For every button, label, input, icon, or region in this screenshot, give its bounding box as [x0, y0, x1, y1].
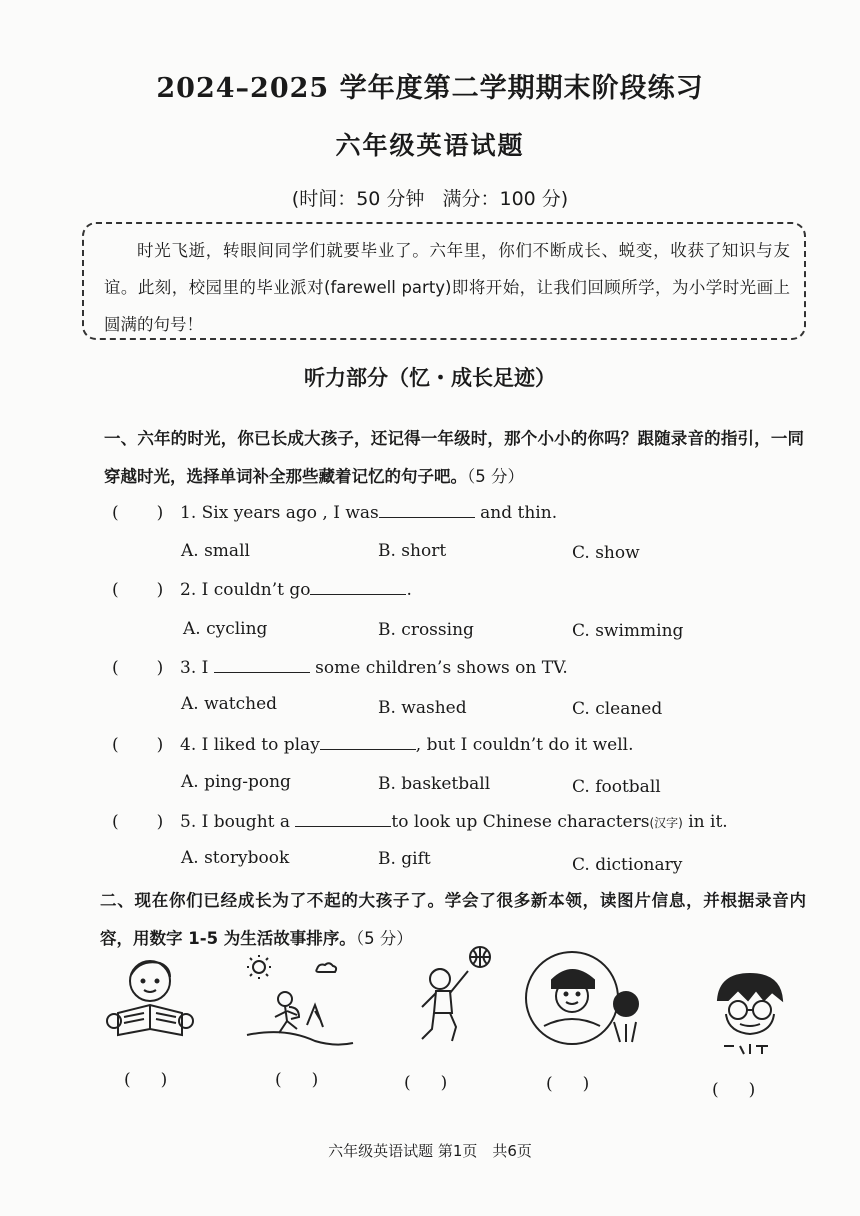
answer-paren[interactable]: ( )	[112, 658, 164, 678]
question-5-hint: (汉字)	[649, 816, 683, 830]
option-2c[interactable]: C. swimming	[572, 621, 684, 641]
section1-score: （5 分）	[467, 467, 524, 486]
exam-full-score: 满分：100 分)	[442, 188, 569, 210]
option-2b[interactable]: B. crossing	[378, 620, 474, 640]
answer-paren[interactable]: ( )	[112, 503, 164, 523]
question-2-pre: 2. I couldn’t go	[180, 580, 311, 600]
exam-time: (时间：50 分钟	[291, 188, 425, 210]
question-1-pre: 1. Six years ago , I was	[180, 503, 379, 523]
question-2	[112, 580, 812, 600]
question-2-post: .	[406, 580, 412, 600]
answer-blank[interactable]	[320, 735, 416, 750]
section2-score: （5 分）	[355, 929, 413, 948]
question-5-pre: 5. I bought a	[180, 812, 296, 832]
option-4b[interactable]: B. basketball	[378, 774, 491, 794]
question-1	[112, 503, 812, 523]
hiking-boy-icon	[245, 955, 355, 1050]
page-title: 2024–2025 学年度第二学期期末阶段练习	[156, 73, 704, 104]
option-1b[interactable]: B. short	[378, 541, 447, 561]
question-4-post: , but I couldn’t do it well.	[415, 735, 634, 755]
reading-boy-icon	[100, 955, 200, 1045]
answer-blank[interactable]	[310, 580, 406, 595]
question-1-post: and thin.	[474, 503, 558, 523]
option-3b[interactable]: B. washed	[378, 698, 467, 718]
picture-5-answer-paren[interactable]: ( )	[712, 1080, 756, 1100]
picture-1-answer-paren[interactable]: ( )	[124, 1070, 168, 1090]
answer-paren[interactable]: ( )	[112, 735, 164, 755]
basketball-boy-icon	[410, 945, 500, 1050]
section2-instruction-text: 二、现在你们已经成长为了不起的大孩子了。学会了很多新本领，读图片信息，并根据录音内容，用数字 1-5 为生活故事排序。	[100, 891, 806, 948]
answer-blank[interactable]	[295, 812, 391, 827]
option-5a[interactable]: A. storybook	[181, 848, 290, 868]
answer-paren[interactable]: ( )	[112, 580, 164, 600]
intro-box	[82, 222, 806, 340]
option-3a[interactable]: A. watched	[181, 694, 278, 714]
question-3	[112, 658, 812, 678]
picture-3-answer-paren[interactable]: ( )	[404, 1073, 448, 1093]
question-4-pre: 4. I liked to play	[180, 735, 320, 755]
listening-heading: 听力部分（忆・成长足迹）	[304, 366, 556, 390]
question-3-pre: 3. I	[180, 658, 214, 678]
question-4	[112, 735, 812, 755]
section1-instruction	[104, 420, 804, 496]
answer-blank[interactable]	[379, 503, 475, 518]
page-subtitle: 六年级英语试题	[335, 131, 525, 160]
question-5-end: in it.	[682, 812, 728, 832]
option-5b[interactable]: B. gift	[378, 849, 431, 869]
picture-2-answer-paren[interactable]: ( )	[275, 1070, 319, 1090]
friends-photo-icon	[522, 950, 652, 1050]
question-3-post: some children’s shows on TV.	[309, 658, 568, 678]
answer-blank[interactable]	[214, 658, 310, 673]
question-5-post: to look up Chinese characters	[391, 812, 650, 832]
exam-info	[0, 184, 860, 211]
option-4a[interactable]: A. ping-pong	[181, 772, 291, 792]
option-4c[interactable]: C. football	[572, 777, 661, 797]
boy-with-glasses-icon	[710, 970, 790, 1060]
option-1a[interactable]: A. small	[181, 541, 250, 561]
intro-text: 时光飞逝，转眼间同学们就要毕业了。六年里，你们不断成长、蜕变，收获了知识与友谊。此刻，校园里的毕业派对(farewell party)即将开始，让我们回顾所学，为小学时光画上圆满的句号！	[104, 241, 790, 334]
picture-4-answer-paren[interactable]: ( )	[546, 1074, 590, 1094]
answer-paren[interactable]: ( )	[112, 812, 164, 832]
option-2a[interactable]: A. cycling	[183, 619, 268, 639]
question-5	[112, 812, 812, 832]
section1-instruction-text: 一、六年的时光，你已长成大孩子，还记得一年级时，那个小小的你吗？跟随录音的指引，一同穿越时光，选择单词补全那些藏着记忆的句子吧。	[104, 429, 804, 486]
option-3c[interactable]: C. cleaned	[572, 699, 663, 719]
page-footer: 六年级英语试题 第1页 共6页	[328, 1142, 532, 1160]
option-5c[interactable]: C. dictionary	[572, 855, 683, 875]
option-1c[interactable]: C. show	[572, 543, 640, 563]
